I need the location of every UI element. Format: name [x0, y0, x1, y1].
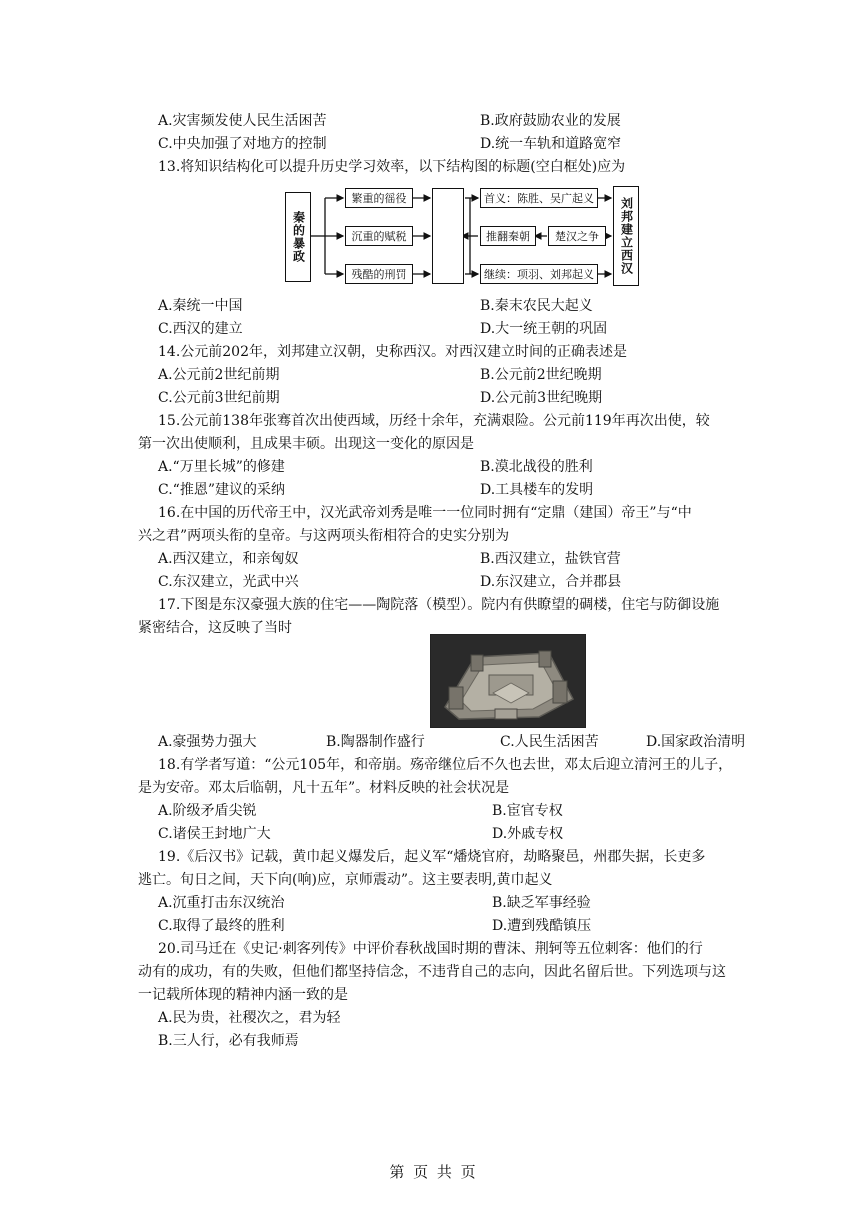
diagram-left-label: 秦的暴政 — [285, 192, 311, 282]
q20-option-b: B.三人行，必有我师焉 — [158, 1033, 299, 1049]
q12-option-c: C.中央加强了对地方的控制 — [158, 136, 327, 152]
q19-stem-line2: 逃亡。旬日之间，天下向(响)应，京师震动”。这主要表明,黄巾起义 — [138, 872, 553, 888]
q16-option-b: B.西汉建立，盐铁官营 — [480, 551, 621, 567]
diagram-cause-penalty: 残酷的刑罚 — [345, 264, 413, 284]
q18-stem-line2: 是为安帝。邓太后临朝，凡十五年”。材料反映的社会状况是 — [138, 780, 510, 796]
diagram-event-chu-han: 楚汉之争 — [548, 226, 606, 246]
q19-option-d: D.遭到残酷镇压 — [492, 918, 592, 934]
q18-option-d: D.外戚专权 — [492, 826, 564, 842]
q14-stem: 14.公元前202年，刘邦建立汉朝，史称西汉。对西汉建立时间的正确表述是 — [158, 344, 627, 360]
q12-option-b: B.政府鼓励农业的发展 — [480, 113, 621, 129]
q15-option-a: A.“万里长城”的修建 — [158, 459, 285, 475]
q14-option-b: B.公元前2世纪晚期 — [480, 367, 602, 383]
q16-stem-line2: 兴之君”两项头衔的皇帝。与这两项头衔相符合的史实分别为 — [138, 528, 510, 544]
q13-stem: 13.将知识结构化可以提升历史学习效率，以下结构图的标题(空白框处)应为 — [158, 159, 626, 175]
q20-stem-line3: 一记载所体现的精神内涵一致的是 — [138, 987, 348, 1003]
diagram-event-first-uprising: 首义：陈胜、吴广起义 — [480, 188, 598, 208]
q15-option-c: C.“推恩”建议的采纳 — [158, 482, 285, 498]
q15-option-b: B.漠北战役的胜利 — [480, 459, 593, 475]
diagram-right-label: 刘邦建立西汉 — [613, 186, 639, 286]
q17-option-a: A.豪强势力强大 — [158, 734, 257, 750]
q20-stem-line2: 动有的成功，有的失败，但他们都坚持信念，不违背自己的志向，因此名留后世。下列选项与这 — [138, 964, 726, 980]
q16-option-a: A.西汉建立，和亲匈奴 — [158, 551, 299, 567]
q19-option-c: C.取得了最终的胜利 — [158, 918, 285, 934]
pottery-courtyard-model-photo — [430, 634, 586, 728]
q17-option-d: D.国家政治清明 — [646, 734, 746, 750]
page-footer: 第 页 共 页 — [389, 1163, 478, 1181]
q14-option-c: C.公元前3世纪前期 — [158, 390, 280, 406]
q15-stem-line2: 第一次出使顺利，且成果丰硕。出现这一变化的原因是 — [138, 436, 474, 452]
q13-option-c: C.西汉的建立 — [158, 321, 243, 337]
q17-stem-line1: 17.下图是东汉豪强大族的住宅——陶院落（模型）。院内有供瞭望的碉楼，住宅与防御设施 — [158, 597, 720, 613]
q19-stem-line1: 19.《后汉书》记载，黄巾起义爆发后，起义军“燔烧官府，劫略聚邑，州郡失据，长吏多 — [158, 849, 706, 865]
q17-stem-line2: 紧密结合，这反映了当时 — [138, 620, 292, 636]
q12-option-a: A.灾害频发使人民生活困苦 — [158, 113, 327, 129]
diagram-event-continue-uprising: 继续：项羽、刘邦起义 — [480, 264, 598, 284]
q17-option-b: B.陶器制作盛行 — [326, 734, 425, 750]
q15-stem-line1: 15.公元前138年张骞首次出使西域，历经十余年，充满艰险。公元前119年再次出使，较 — [158, 413, 710, 429]
q16-option-d: D.东汉建立，合并郡县 — [480, 574, 622, 590]
diagram-cause-tax: 沉重的赋税 — [345, 226, 413, 246]
q15-option-d: D.工具楼车的发明 — [480, 482, 594, 498]
q13-option-d: D.大一统王朝的巩固 — [480, 321, 608, 337]
q20-option-a: A.民为贵，社稷次之，君为轻 — [158, 1010, 341, 1026]
q16-option-c: C.东汉建立，光武中兴 — [158, 574, 299, 590]
q16-stem-line1: 16.在中国的历代帝王中，汉光武帝刘秀是唯一一位同时拥有“定鼎（建国）帝王”与“中 — [158, 505, 692, 521]
q18-stem-line1: 18.有学者写道：“公元105年，和帝崩。殇帝继位后不久也去世，邓太后迎立清河王的儿子， — [158, 757, 733, 773]
q20-stem-line1: 20.司马迁在《史记·刺客列传》中评价春秋战国时期的曹沫、荆轲等五位刺客：他们的行 — [158, 941, 703, 957]
q18-option-a: A.阶级矛盾尖锐 — [158, 803, 257, 819]
pottery-courtyard-model-image — [431, 635, 585, 727]
q13-option-b: B.秦末农民大起义 — [480, 298, 593, 314]
diagram-blank-title — [432, 188, 464, 284]
q13-option-a: A.秦统一中国 — [158, 298, 243, 314]
q13-structure-diagram — [285, 186, 645, 286]
q18-option-b: B.宦官专权 — [492, 803, 563, 819]
q18-option-c: C.诸侯王封地广大 — [158, 826, 271, 842]
diagram-event-overthrow-qin: 推翻秦朝 — [480, 226, 536, 246]
q19-option-b: B.缺乏军事经验 — [492, 895, 591, 911]
q14-option-d: D.公元前3世纪晚期 — [480, 390, 603, 406]
q19-option-a: A.沉重打击东汉统治 — [158, 895, 285, 911]
q12-option-d: D.统一车轨和道路宽窄 — [480, 136, 622, 152]
diagram-cause-corvee: 繁重的徭役 — [345, 188, 413, 208]
q14-option-a: A.公元前2世纪前期 — [158, 367, 280, 383]
q17-option-c: C.人民生活困苦 — [500, 734, 599, 750]
